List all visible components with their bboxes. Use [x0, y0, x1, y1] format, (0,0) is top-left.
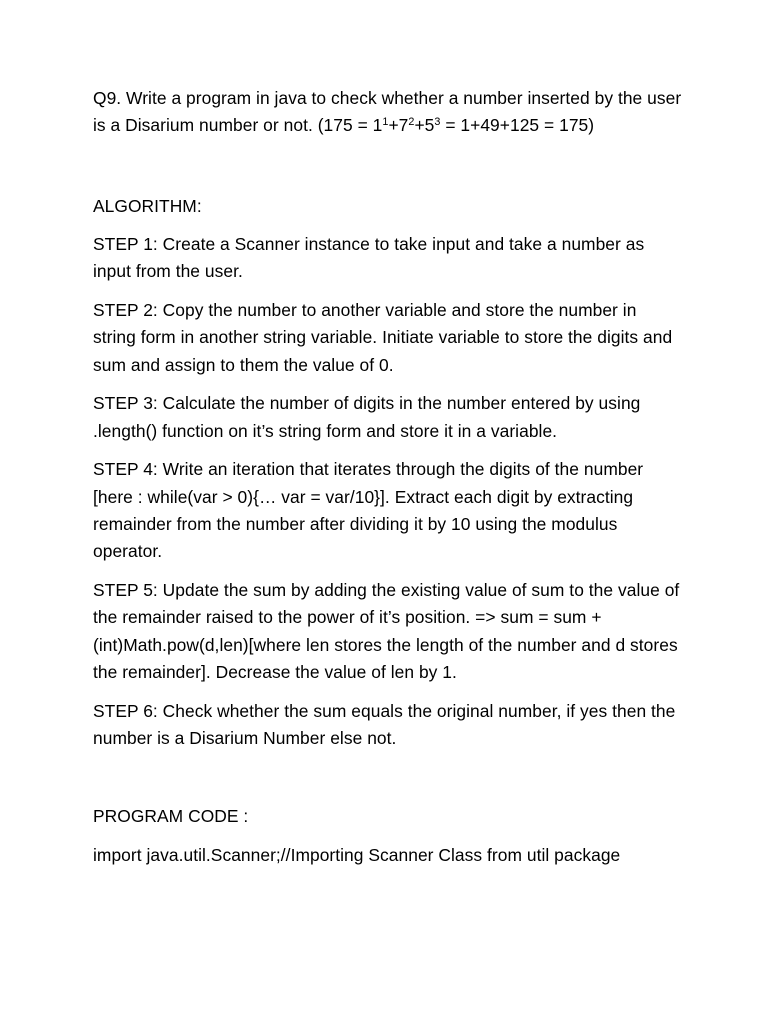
- question-text-start: Q9. Write a program in java to check whether a number inserted by the user is a Disarium number or not. (175 = 1: [93, 88, 682, 136]
- document-page: [93, 85, 683, 869]
- step-6: STEP 6: Check whether the sum equals the original number, if yes then the number is a Disarium Number else not.: [93, 700, 676, 749]
- algorithm-heading: ALGORITHM:: [93, 195, 202, 216]
- question-text-mid-1: +7: [388, 115, 409, 136]
- program-code-heading: PROGRAM CODE :: [93, 806, 249, 827]
- step-5: STEP 5: Update the sum by adding the existing value of sum to the value of the remainder raised to the power of it’s position. => sum = sum + (int)Math.pow(d,len)[where len stores the length of the number and d stores the remainder]. Decrease the value of len by 1.: [93, 580, 680, 683]
- exponent-1: 1: [382, 116, 389, 129]
- question-text: [93, 85, 683, 140]
- step-4: STEP 4: Write an iteration that iterates through the digits of the number [here : while(var > 0){… var = var/10}]. Extract each digit by extracting remainder from the number after dividing it by 10 using the modulus operator.: [93, 459, 644, 562]
- exponent-3: 3: [434, 116, 441, 129]
- step-2: STEP 2: Copy the number to another variable and store the number in string form in another string variable. Initiate variable to store the digits and sum and assign to them the value of 0.: [93, 299, 673, 375]
- exponent-2: 2: [408, 116, 415, 129]
- step-1: STEP 1: Create a Scanner instance to take input and take a number as input from the user.: [93, 233, 645, 282]
- question-text-end: = 1+49+125 = 175): [440, 115, 595, 136]
- question-text-mid-2: +5: [414, 115, 435, 136]
- code-line-import: import java.util.Scanner;//Importing Scanner Class from util package: [93, 844, 621, 865]
- step-3: STEP 3: Calculate the number of digits in the number entered by using .length() function on it’s string form and store it in a variable.: [93, 393, 641, 441]
